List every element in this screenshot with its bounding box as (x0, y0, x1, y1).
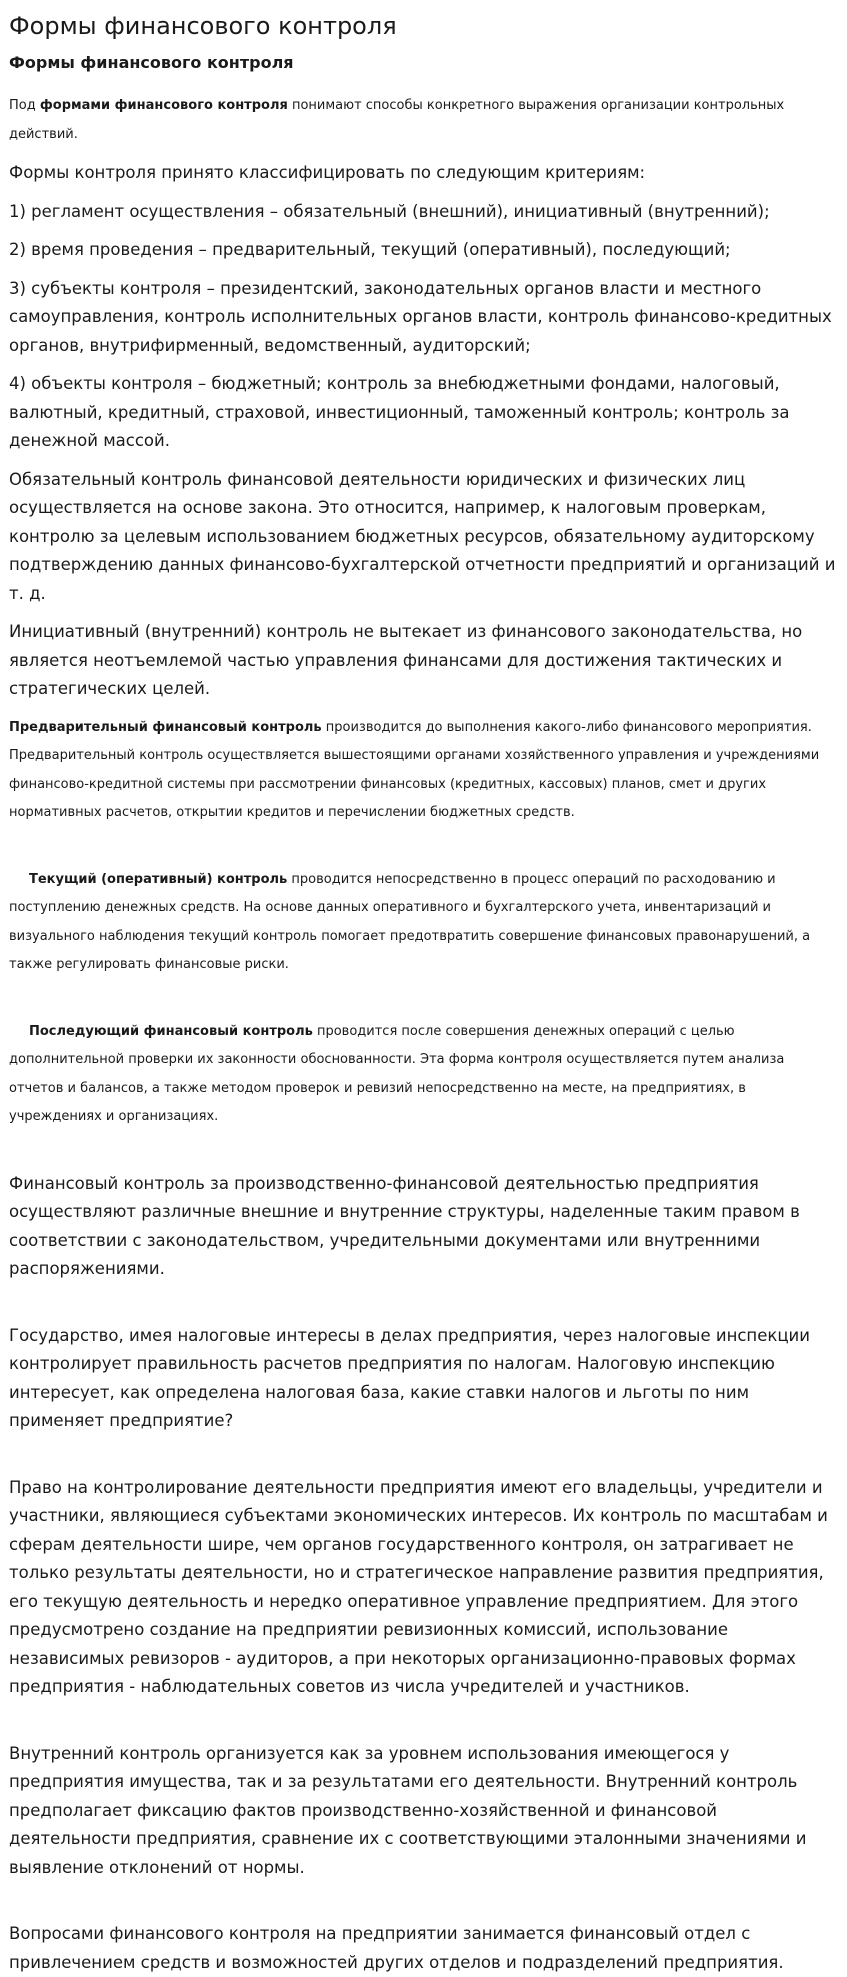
paragraph-external: Финансовый контроль за производственно-финансовой деятельностью предприятия осуществляют различные внешние и внутренние структуры, наделенные таким правом в соответствии с законодательством, учредительными документами или внутренними распоряжениями. (9, 1173, 800, 1278)
paragraph-owners: Право на контролирование деятельности предприятия имеют его владельцы, учредители и участники, являющиеся субъектами экономических интересов. Их контроль по масштабам и сферам деятельности шире, чем органов государственного контроля, он затрагивает не только результаты деятельности, но и стратегическое направление развития предприятия, его текущую деятельность и нередко оперативное управление предприятием. Для этого предусмотрено создание на предприятии ревизионных комиссий, использование независимых ревизоров - аудиторов, а при некоторых организационно-правовых формах предприятия - наблюдательных советов из числа учредителей и участников. (9, 1477, 828, 1696)
subsequent-paragraph (9, 1018, 838, 1132)
mandatory-paragraph: Обязательный контроль финансовой деятельности юридических и физических лиц осуществляется на основе закона. Это относится, например, к налоговым проверкам, контролю за целевым использованием бюджетных ресурсов, обязательному аудиторскому подтверждению данных финансово-бухгалтерской отчетности предприятий и организаций и т. д. (9, 469, 836, 603)
initiative-paragraph: Инициативный (внутренний) контроль не вытекает из финансового законодательства, но является неотъемлемой частью управления финансами для достижения тактических и стратегических целей. (9, 622, 803, 698)
paragraph-finance-dept: Вопросами финансового контроля на предприятии занимается финансовый отдел с привлечением средств и возможностей других отделов и подразделений предприятия. (9, 1924, 784, 1972)
spacer (9, 1712, 838, 1740)
current-bold: Текущий (оперативный) контроль (29, 871, 288, 887)
spacer (9, 990, 838, 1018)
preliminary-bold: Предварительный финансовый контроль (9, 719, 322, 735)
criterion-2: 2) время проведения – предварительный, текущий (оперативный), последующий; (9, 240, 731, 259)
intro-paragraph (9, 92, 838, 149)
criterion-1: 1) регламент осуществления – обязательный (внешний), инициативный (внутренний); (9, 201, 770, 221)
preliminary-paragraph (9, 714, 838, 828)
spacer (9, 1446, 838, 1474)
spacer (9, 838, 838, 866)
criterion-4: 4) объекты контроля – бюджетный; контроль за внебюджетными фондами, налоговый, валютный, кредитный, страховой, инвестиционный, таможенный контроль; контроль за денежной массой. (9, 374, 790, 450)
intro-pre: Под (9, 98, 40, 113)
subsequent-bold: Последующий финансовый контроль (29, 1023, 313, 1039)
spacer (9, 1892, 838, 1920)
current-text: проводится непосредственно в процесс операций по расходованию и поступлению денежных средств. На основе данных оперативного и бухгалтерского учета, инвентаризаций и визуального наблюдения текущий контроль помогает предотвратить совершение финансовых правонарушений, а также регулировать финансовые риски. (9, 871, 811, 972)
intro-post: понимают способы конкретного выражения организации контрольных действий. (9, 98, 785, 142)
section-heading: Формы финансового контроля (9, 53, 294, 72)
paragraph-internal: Внутренний контроль организуется как за уровнем использования имеющегося у предприятия имущества, так и за результатами его деятельности. Внутренний контроль предполагает фиксацию фактов производственно-хозяйственной и финансовой деятельности предприятия, сравнение их с соответствующими эталонными значениями и выявление отклонений от нормы. (9, 1743, 807, 1877)
paragraph-state: Государство, имея налоговые интересы в делах предприятия, через налоговые инспекции контролирует правильность расчетов предприятия по налогам. Налоговую инспекцию интересует, как определена налоговая база, какие ставки налогов и льготы по ним применяет предприятие? (9, 1325, 811, 1430)
page-title: Формы финансового контроля (9, 12, 397, 40)
subsequent-text: проводится после совершения денежных операций с целью дополнительной проверки их законности обоснованности. Эта форма контроля осуществляется путем анализа отчетов и балансов, а также методом проверок и ревизий непосредственно на месте, на предприятиях, в учреждениях и организациях. (9, 1023, 785, 1124)
preliminary-text: производится до выполнения какого-либо финансового мероприятия. Предварительный контроль осуществляется вышестоящими органами хозяйственного управления и учреждениями финансово-кредитной системы при рассмотрении финансовых (кредитных, кассовых) планов, смет и других нормативных расчетов, открытии кредитов и перечислении бюджетных средств. (9, 719, 820, 820)
spacer (9, 1142, 838, 1170)
spacer (9, 1294, 838, 1322)
classify-lead: Формы контроля принято классифицировать по следующим критериям: (9, 163, 646, 182)
current-paragraph (9, 866, 838, 980)
criterion-3: 3) субъекты контроля – президентский, законодательных органов власти и местного самоуправления, контроль исполнительных органов власти, контроль финансово-кредитных органов, внутрифирменный, ведомственный, аудиторский; (9, 278, 832, 355)
intro-bold: формами финансового контроля (39, 98, 288, 113)
